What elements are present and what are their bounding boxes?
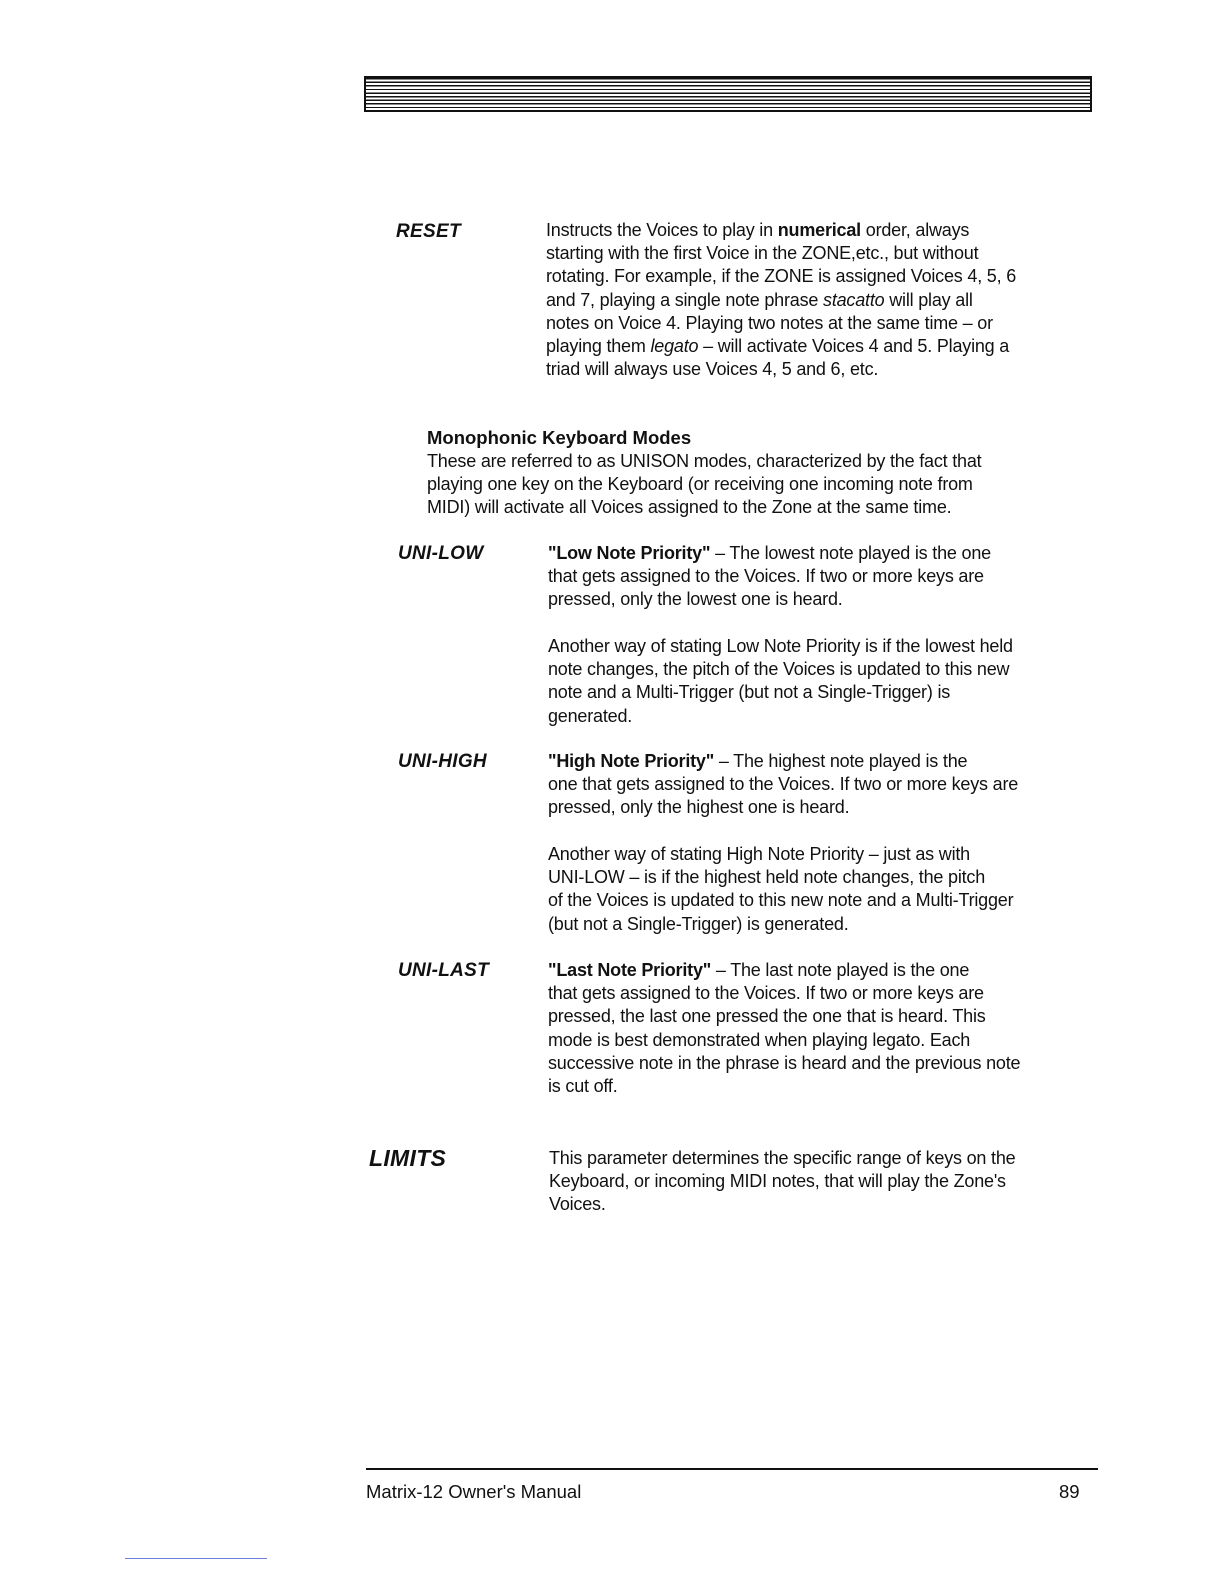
text-run: one that gets assigned to the Voices. If two or more keys are xyxy=(548,774,1019,795)
page-number: 89 xyxy=(1059,1481,1080,1502)
bold-phrase: "Last Note Priority" xyxy=(548,960,712,980)
footer-rule xyxy=(366,1468,1098,1470)
text-run: triad will always use Voices 4, 5 and 6, etc. xyxy=(546,359,879,380)
reset-description xyxy=(546,219,1016,381)
text-run: Keyboard, or incoming MIDI notes, that will play the Zone's xyxy=(549,1171,1006,1192)
text-run: generated. xyxy=(548,705,633,726)
text-run: is cut off. xyxy=(548,1076,618,1097)
text-run: – The lowest note played is the one xyxy=(710,543,991,563)
italic-phrase: stacatto xyxy=(823,289,885,310)
text-run: This parameter determines the specific range of keys on the xyxy=(549,1148,1016,1168)
scan-artifact-line xyxy=(125,1558,267,1559)
text-run: order, always xyxy=(860,220,970,240)
text-run: will play all xyxy=(884,289,973,310)
uni-low-description xyxy=(548,542,991,612)
section-heading: Monophonic Keyboard Modes xyxy=(427,427,692,448)
text-run: note changes, the pitch of the Voices is updated to this new xyxy=(548,659,1010,680)
term-uni-last: UNI-LAST xyxy=(398,960,490,981)
footer-title: Matrix-12 Owner's Manual xyxy=(366,1481,582,1502)
text-run: Voices. xyxy=(549,1194,606,1215)
text-run: and 7, playing a single note phrase xyxy=(546,289,824,310)
uni-high-detail xyxy=(548,843,1013,936)
text-run: mode is best demonstrated when playing legato. Each xyxy=(548,1029,971,1050)
uni-low-detail xyxy=(548,635,1013,728)
term-reset: RESET xyxy=(396,221,461,242)
text-run: pressed, the last one pressed the one that is heard. This xyxy=(548,1006,986,1027)
text-run: pressed, only the lowest one is heard. xyxy=(548,589,843,610)
text-run: note and a Multi-Trigger (but not a Single-Trigger) is xyxy=(548,682,951,703)
italic-phrase: legato xyxy=(650,336,699,357)
text-run: Another way of stating Low Note Priority is if the lowest held xyxy=(548,636,1013,656)
text-run: UNI-LOW – is if the highest held note changes, the pitch xyxy=(548,867,986,888)
text-run: – The highest note played is the xyxy=(714,751,968,771)
bold-phrase: "Low Note Priority" xyxy=(548,543,711,563)
text-run: successive note in the phrase is heard and the previous note xyxy=(548,1052,1021,1073)
text-run: (but not a Single-Trigger) is generated. xyxy=(548,913,849,934)
header-rule-bar xyxy=(364,76,1092,112)
text-run: notes on Voice 4. Playing two notes at the same time – or xyxy=(546,312,993,333)
text-run: that gets assigned to the Voices. If two or more keys are xyxy=(548,983,984,1004)
text-run: rotating. For example, if the ZONE is assigned Voices 4, 5, 6 xyxy=(546,266,1017,287)
text-run: pressed, only the highest one is heard. xyxy=(548,797,850,818)
bold-phrase: numerical xyxy=(777,220,861,240)
text-run: – will activate Voices 4 and 5. Playing a xyxy=(698,336,1010,357)
uni-last-description xyxy=(548,959,1020,1098)
uni-high-description xyxy=(548,750,1018,820)
bold-phrase: "High Note Priority" xyxy=(548,751,715,771)
limits-description xyxy=(549,1147,1015,1217)
text-run: playing them xyxy=(546,336,651,357)
term-uni-low: UNI-LOW xyxy=(398,543,484,564)
text-run: that gets assigned to the Voices. If two or more keys are xyxy=(548,566,984,587)
text-run: of the Voices is updated to this new note and a Multi-Trigger xyxy=(548,890,1014,911)
section-body: These are referred to as UNISON modes, characterized by the fact that playing one key on the Keyboard (or receiving one incoming note from MIDI) will activate all Voices assigned to the Zone at the same time. xyxy=(427,451,982,518)
term-limits: LIMITS xyxy=(369,1145,447,1171)
text-run: Instructs the Voices to play in xyxy=(546,220,778,240)
text-run: Another way of stating High Note Priority – just as with xyxy=(548,844,970,864)
text-run: – The last note played is the one xyxy=(711,960,970,980)
text-run: starting with the first Voice in the ZONE,etc., but without xyxy=(546,243,979,264)
term-uni-high: UNI-HIGH xyxy=(398,751,487,772)
